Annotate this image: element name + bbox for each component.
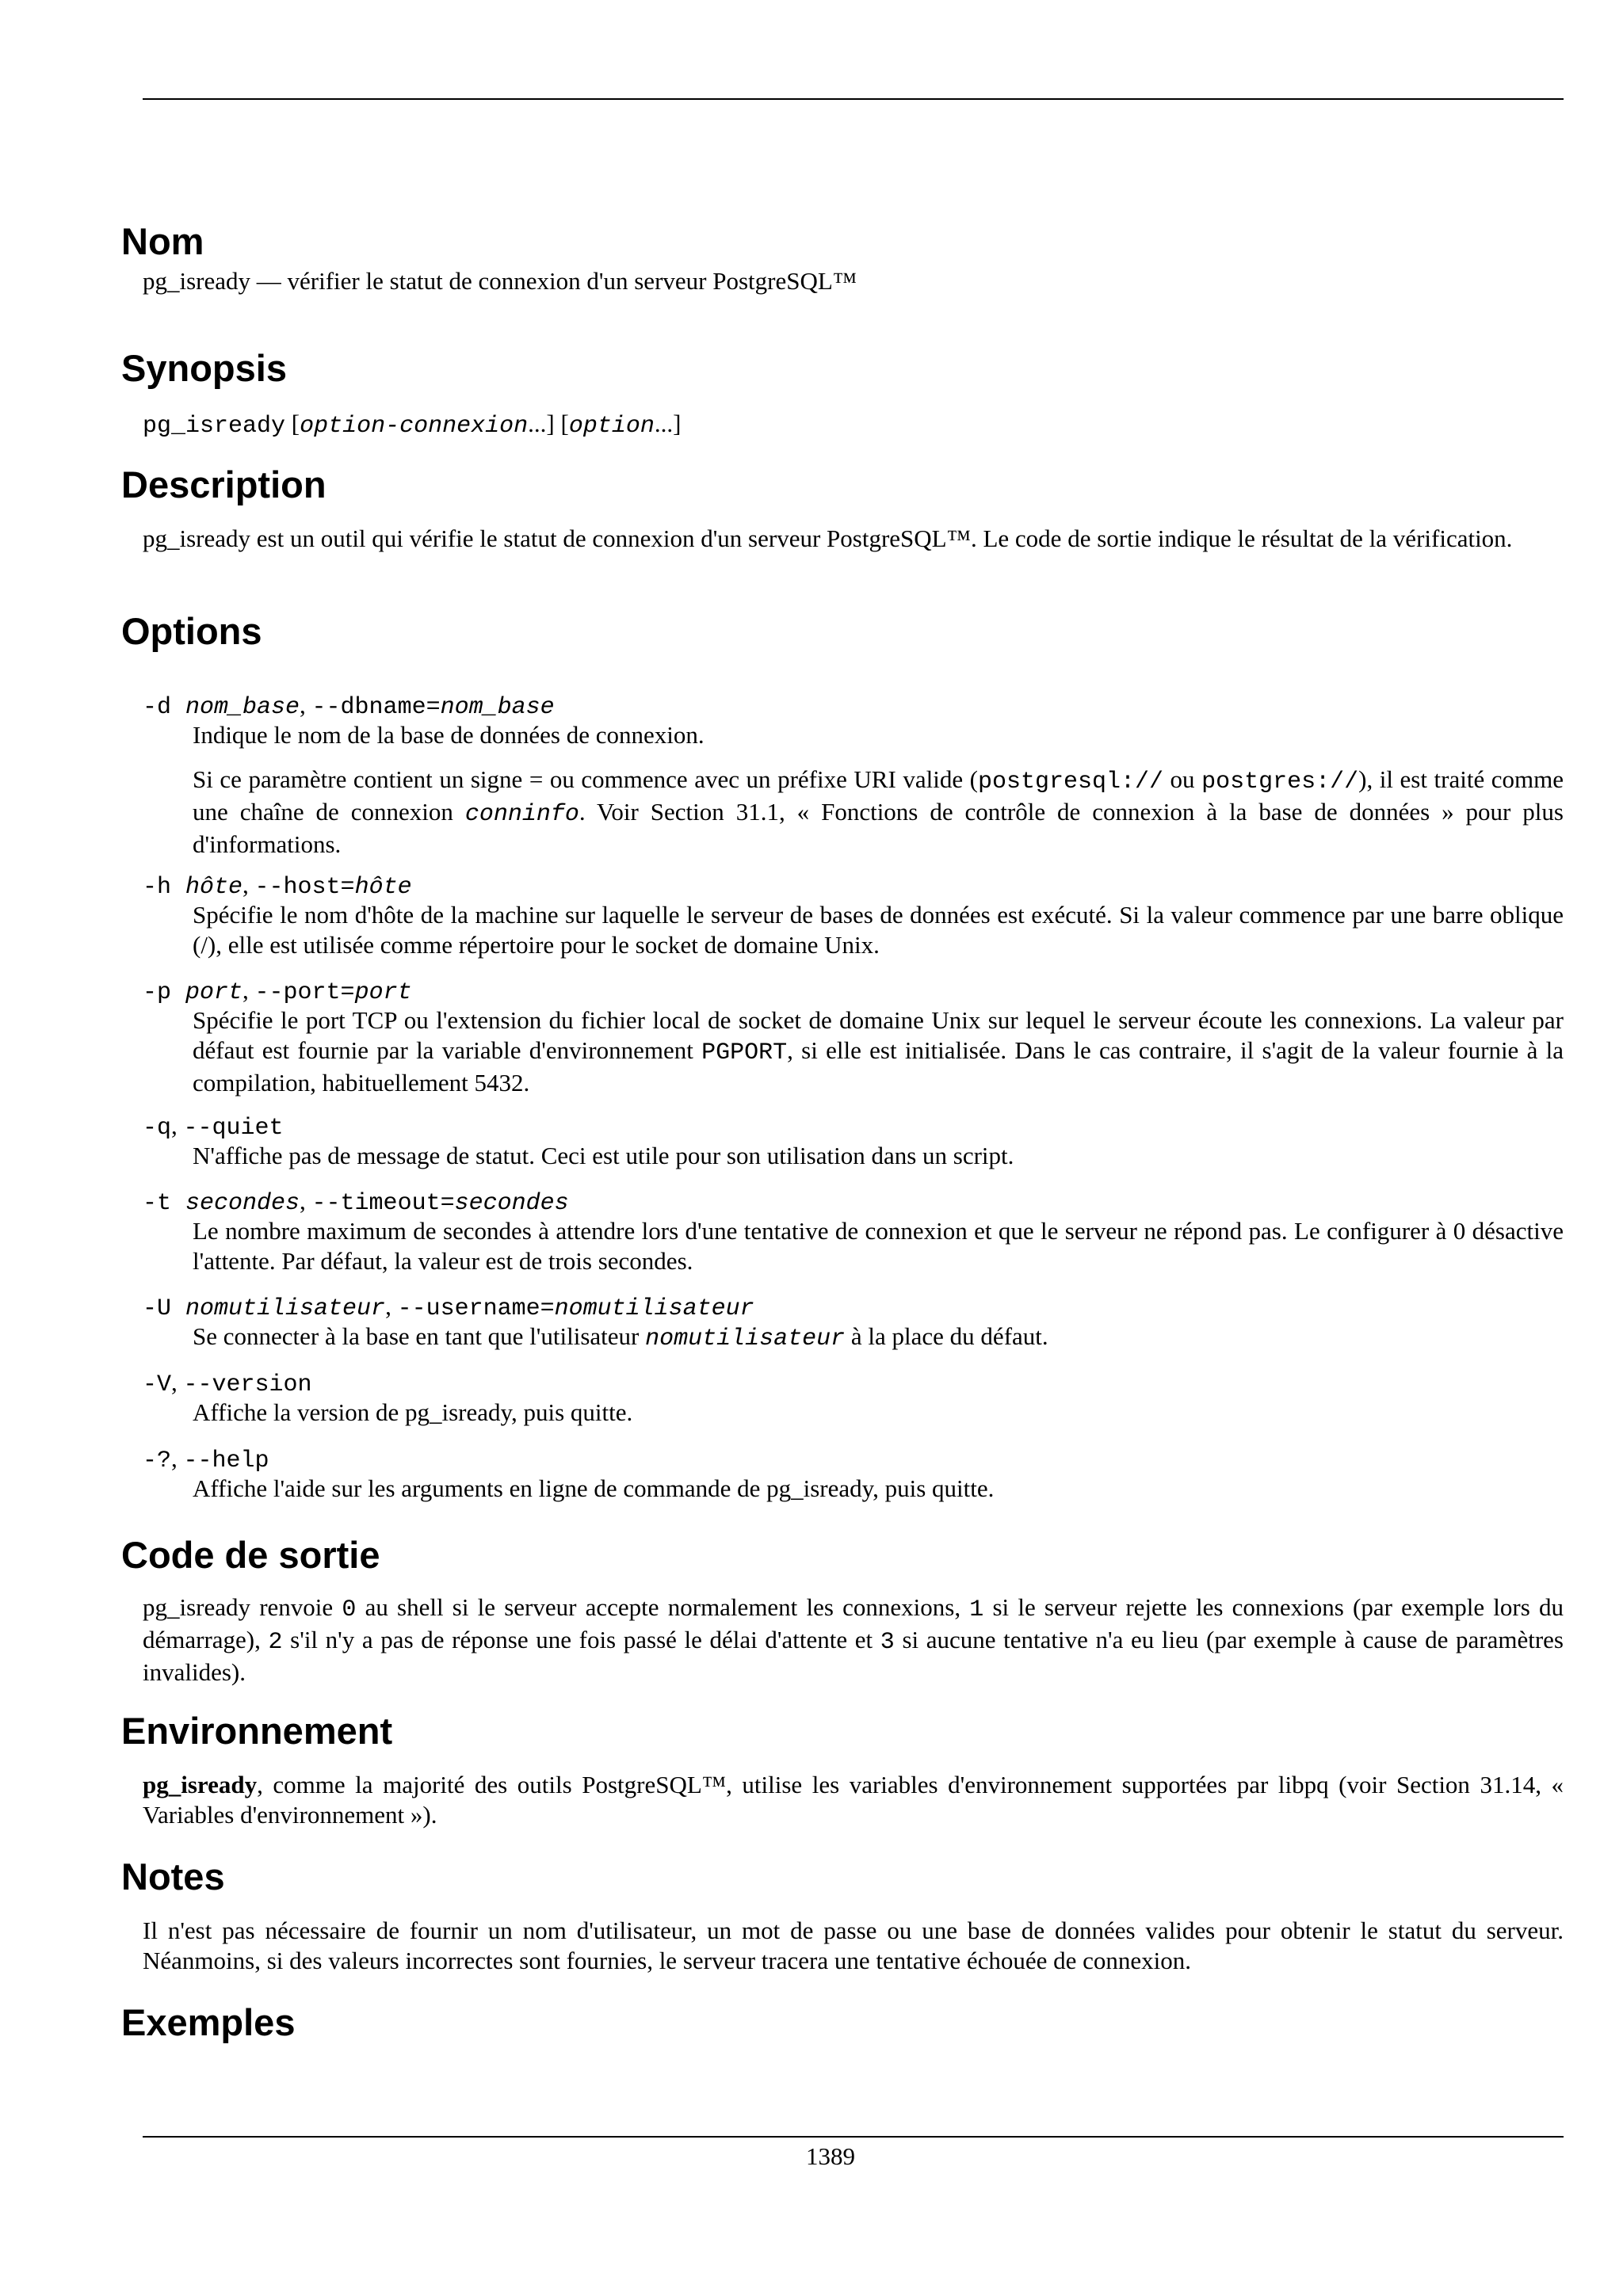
option-long-flag: --help: [183, 1447, 269, 1474]
option-arg: port: [185, 979, 243, 1006]
text-run: s'il n'y a pas de réponse une fois passé le délai d'attente et: [282, 1626, 880, 1653]
option-long-flag: --quiet: [183, 1115, 284, 1142]
option-desc-p: [193, 1005, 1564, 1098]
option-term-t: [143, 1186, 1564, 1219]
text-run: si le serveur rejette les connexions (par exemple lors du démarrage),: [143, 1593, 1564, 1653]
command-name: pg_isready: [143, 1771, 258, 1798]
option-flag: -p: [143, 979, 186, 1006]
option-desc-d-2: [193, 765, 1564, 860]
option-long-flag: --username=: [397, 1295, 555, 1322]
option-sep: ,: [171, 1368, 184, 1396]
option-long-flag: --timeout=: [311, 1190, 455, 1217]
option-sep: ,: [171, 1112, 184, 1139]
option-term-U: [143, 1291, 1564, 1324]
option-arg: nom_base: [440, 694, 555, 721]
option-flag: -q: [143, 1115, 172, 1142]
option-long-flag: --port=: [254, 979, 355, 1006]
option-desc-help: Affiche l'aide sur les arguments en ligne de commande de pg_isready, puis quitte.: [193, 1474, 995, 1502]
option-sep: ,: [300, 691, 312, 719]
option-arg: nomutilisateur: [554, 1295, 754, 1322]
option-sep: ,: [171, 1444, 184, 1472]
option-flag: -?: [143, 1447, 172, 1474]
heading-exemples: Exemples: [121, 2001, 296, 2043]
option-term-p: [143, 975, 1564, 1008]
synopsis-ellipsis-1: ...] [: [528, 410, 569, 437]
heading-nom: Nom: [121, 220, 204, 262]
option-arg: nom_base: [185, 694, 300, 721]
text-run: pg_isready renvoie: [143, 1593, 342, 1621]
text-run: Spécifie le port TCP ou l'extension du fichier local de socket de domaine Unix sur lequel le serveur écoute les connexions. La valeur par défaut est fournie par la variable d'environnement: [193, 1006, 1564, 1064]
heading-notes: Notes: [121, 1855, 225, 1897]
option-flag: -t: [143, 1190, 186, 1217]
description-text: pg_isready est un outil qui vérifie le statut de connexion d'un serveur PostgreSQL™. Le code de sortie indique le résultat de la vérification.: [143, 524, 1513, 552]
code-replaceable: nomutilisateur: [645, 1325, 846, 1352]
option-arg: hôte: [354, 874, 412, 901]
option-flag: -d: [143, 694, 186, 721]
option-sep: ,: [242, 976, 255, 1004]
option-desc-h: Spécifie le nom d'hôte de la machine sur laquelle le serveur de bases de données est exécuté. Si la valeur commence par une barre oblique (/), elle est utilisée comme répertoire pour le socket de domaine Unix.: [193, 901, 1564, 959]
text-run: ), il est traité comme une chaîne de connexion: [193, 765, 1564, 826]
synopsis-arg-option: option: [568, 413, 655, 440]
text-run: . Voir Section 31.1, « Fonctions de contrôle de connexion à la base de données » pour plus d'informations.: [193, 798, 1564, 858]
option-flag: -V: [143, 1371, 172, 1398]
text-run: au shell si le serveur accepte normalement les connexions,: [356, 1593, 970, 1621]
option-flag: -U: [143, 1295, 186, 1322]
synopsis-ellipsis-2: ...]: [654, 410, 682, 437]
heading-code-de-sortie: Code de sortie: [121, 1534, 380, 1576]
option-long-flag: --version: [183, 1371, 312, 1398]
option-term-q: [143, 1111, 1564, 1143]
text-run: Se connecter à la base en tant que l'utilisateur: [193, 1322, 646, 1350]
header-rule: [143, 98, 1564, 100]
notes-text: Il n'est pas nécessaire de fournir un nom d'utilisateur, un mot de passe ou une base de données valides pour obtenir le statut du serveur. Néanmoins, si des valeurs incorrectes sont fournies, le serveur tracera une tentative échouée de connexion.: [143, 1917, 1564, 1974]
synopsis-arg-connexion: option-connexion: [300, 413, 529, 440]
option-arg: hôte: [185, 874, 243, 901]
option-sep: ,: [385, 1292, 398, 1320]
text-run: , comme la majorité des outils PostgreSQL™, utilise les variables d'environnement supportées par libpq (voir Section 31.14, « Variables d'environnement »).: [143, 1771, 1564, 1829]
code-literal: PGPORT: [701, 1039, 788, 1066]
option-desc-q: N'affiche pas de message de statut. Ceci est utile pour son utilisation dans un script.: [193, 1142, 1014, 1169]
option-flag: -h: [143, 874, 186, 901]
page-number: 1389: [806, 2142, 855, 2170]
synopsis-line: [143, 409, 1564, 441]
heading-options: Options: [121, 610, 262, 652]
option-term-d: [143, 690, 1564, 723]
code-literal: postgresql://: [977, 769, 1164, 795]
option-desc-t: Le nombre maximum de secondes à attendre lors d'une tentative de connexion et que le serveur ne répond pas. Le configurer à 0 désactive l'attente. Par défaut, la valeur est de trois secondes.: [193, 1217, 1564, 1275]
text-run: , si elle est initialisée. Dans le cas contraire, il s'agit de la valeur fournie à la compilation, habituellement 5432.: [193, 1036, 1564, 1097]
code-literal: 1: [969, 1596, 984, 1623]
nom-text: pg_isready — vérifier le statut de connexion d'un serveur PostgreSQL™: [143, 267, 857, 295]
code-literal: 3: [880, 1629, 895, 1656]
option-term-help: [143, 1444, 1564, 1476]
option-long-flag: --dbname=: [311, 694, 441, 721]
code-replaceable: conninfo: [464, 801, 579, 828]
code-literal: 0: [342, 1596, 357, 1623]
option-term-h: [143, 870, 1564, 902]
option-arg: secondes: [454, 1190, 569, 1217]
option-arg: nomutilisateur: [185, 1295, 386, 1322]
heading-description: Description: [121, 463, 327, 505]
heading-environnement: Environnement: [121, 1710, 393, 1752]
code-literal: 2: [268, 1629, 283, 1656]
option-sep: ,: [242, 871, 255, 898]
text-run: Si ce paramètre contient un signe = ou commence avec un préfixe URI valide (: [193, 765, 978, 793]
text-run: à la place du défaut.: [845, 1322, 1048, 1350]
heading-synopsis: Synopsis: [121, 347, 287, 389]
code-de-sortie-text: [143, 1592, 1564, 1688]
synopsis-bracket: [: [285, 410, 300, 437]
option-arg: secondes: [185, 1190, 300, 1217]
environnement-text: [143, 1770, 1564, 1830]
option-desc-V: Affiche la version de pg_isready, puis quitte.: [193, 1398, 633, 1426]
option-term-V: [143, 1367, 1564, 1400]
synopsis-command: pg_isready: [143, 413, 286, 440]
text-run: ou: [1163, 765, 1202, 793]
text-run: si aucune tentative n'a eu lieu (par exemple à cause de paramètres invalides).: [143, 1626, 1564, 1686]
option-arg: port: [354, 979, 412, 1006]
option-sep: ,: [300, 1187, 312, 1215]
code-literal: postgres://: [1201, 769, 1359, 795]
option-desc-U: [193, 1322, 1564, 1354]
option-desc-d: Indique le nom de la base de données de connexion.: [193, 721, 705, 749]
option-long-flag: --host=: [254, 874, 355, 901]
